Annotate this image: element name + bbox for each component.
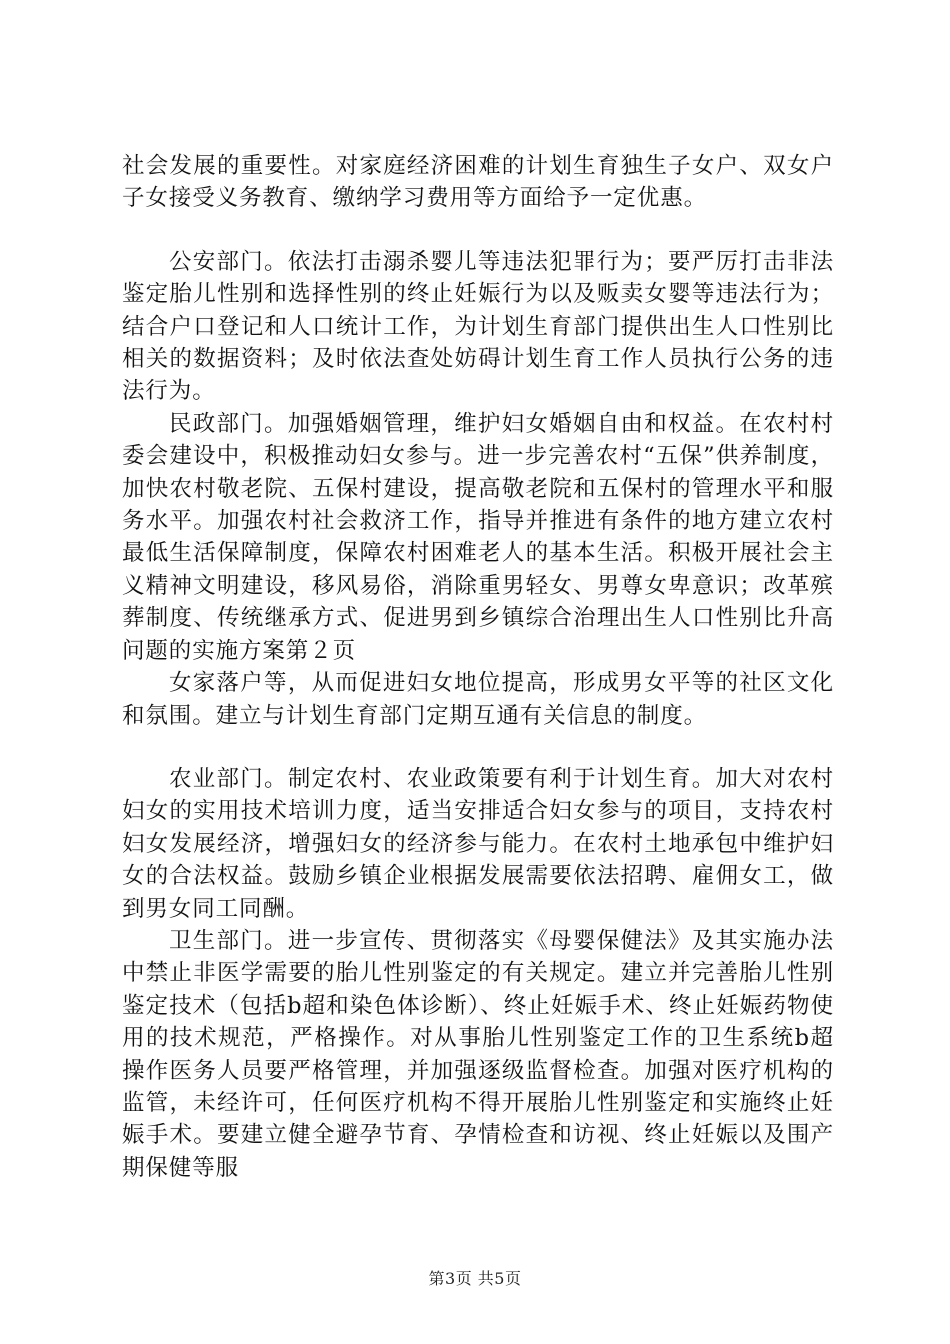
paragraph-continuation-education: 社会发展的重要性。对家庭经济困难的计划生育独生子女户、双女户子女接受义务教育、缴纳学习费用等方面给予一定优惠。 (122, 153, 834, 212)
paragraph-agriculture: 农业部门。制定农村、农业政策要有利于计划生育。加大对农村妇女的实用技术培训力度，适当安排适合妇女参与的项目，支持农村妇女发展经济，增强妇女的经济参与能力。在农村土地承包中维护妇女的合法权益。鼓励乡镇企业根据发展需要依法招聘、雇佣女工，做到男女同工同酬。 (122, 765, 834, 922)
paragraph-health: 卫生部门。进一步宣传、贯彻落实《母婴保健法》及其实施办法中禁止非医学需要的胎儿性别鉴定的有关规定。建立并完善胎儿性别鉴定技术（包括b超和染色体诊断）、终止妊娠手术、终止妊娠药物使用的技术规范，严格操作。对从事胎儿性别鉴定工作的卫生系统b超操作医务人员要严格管理，并加强逐级监督检查。加强对医疗机构的监管，未经许可，任何医疗机构不得开展胎儿性别鉴定和实施终止妊娠手术。要建立健全避孕节育、孕情检查和访视、终止妊娠以及围产期保健等服 (122, 927, 834, 1181)
paragraph-civil-affairs: 民政部门。加强婚姻管理，维护妇女婚姻自由和权益。在农村村委会建设中，积极推动妇女参与。进一步完善农村“五保”供养制度，加快农村敬老院、五保村建设，提高敬老院和五保村的管理水平和服务水平。加强农村社会救济工作，指导并推进有条件的地方建立农村最低生活保障制度，保障农村困难老人的基本生活。积极开展社会主义精神文明建设，移风易俗，消除重男轻女、男尊女卑意识；改革殡葬制度、传统继承方式、促进男到乡镇综合治理出生人口性别比升高问题的实施方案第２页 (122, 410, 834, 664)
paragraph-residence-culture: 女家落户等，从而促进妇女地位提高，形成男女平等的社区文化和氛围。建立与计划生育部门定期互通有关信息的制度。 (122, 670, 834, 729)
page-footer: 第3页 共5页 (428, 1269, 522, 1288)
paragraph-public-security: 公安部门。依法打击溺杀婴儿等违法犯罪行为；要严厉打击非法鉴定胎儿性别和选择性别的终止妊娠行为以及贩卖女婴等违法行为；结合户口登记和人口统计工作，为计划生育部门提供出生人口性别比相关的数据资料；及时依法查处妨碍计划生育工作人员执行公务的违法行为。 (122, 248, 834, 405)
document-body (122, 150, 834, 1184)
